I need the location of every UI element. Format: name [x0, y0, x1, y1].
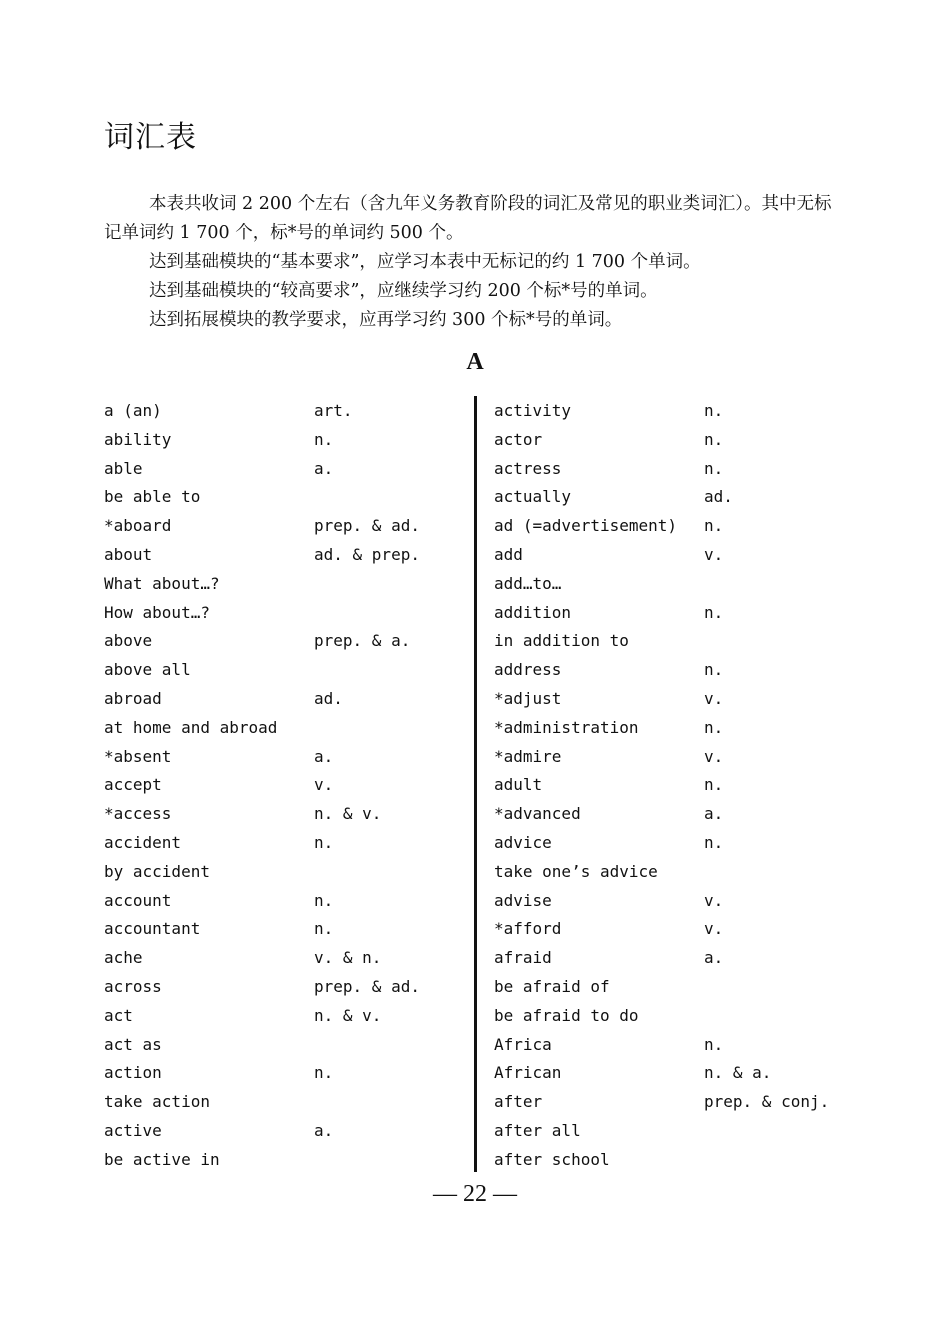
vocab-word: be active in	[104, 1149, 220, 1169]
vocab-entry	[104, 1088, 464, 1117]
vocab-part-of-speech: n.	[314, 429, 334, 449]
vocab-entry	[104, 887, 464, 916]
vocab-entry	[104, 771, 464, 800]
vocab-word: act	[104, 1005, 133, 1025]
vocab-part-of-speech: n. & v.	[314, 1005, 382, 1025]
intro-paragraph: 达到基础模块的“较高要求”，应继续学习约 200 个标*号的单词。	[149, 281, 658, 301]
vocab-word: ache	[104, 948, 143, 968]
vocab-entry	[494, 1088, 854, 1117]
vocab-part-of-speech: v.	[704, 544, 724, 564]
vocab-part-of-speech: a.	[314, 746, 334, 766]
vocab-word: Africa	[494, 1034, 552, 1054]
vocab-entry	[104, 858, 464, 887]
vocab-word: *adjust	[494, 688, 562, 708]
vocab-word: act as	[104, 1034, 162, 1054]
vocab-entry	[104, 1031, 464, 1060]
vocab-part-of-speech: n.	[704, 660, 724, 680]
vocab-entry	[494, 512, 854, 541]
vocab-word: after school	[494, 1149, 610, 1169]
vocab-word: above all	[104, 660, 191, 680]
vocab-word: *admire	[494, 746, 562, 766]
vocab-word: active	[104, 1120, 162, 1140]
vocab-entry	[104, 714, 464, 743]
vocab-word: be afraid to do	[494, 1005, 639, 1025]
vocab-entry	[104, 627, 464, 656]
vocab-word: after all	[494, 1120, 581, 1140]
vocab-entry	[494, 570, 854, 599]
vocab-word: a (an)	[104, 401, 162, 420]
vocab-part-of-speech: ad.	[704, 487, 733, 507]
vocab-word: abroad	[104, 688, 162, 708]
vocab-part-of-speech: prep. & ad.	[314, 516, 420, 536]
vocab-word: be able to	[104, 487, 201, 507]
vocab-word: in addition to	[494, 631, 629, 651]
vocab-part-of-speech: n.	[704, 717, 724, 737]
vocab-part-of-speech: n.	[704, 429, 724, 449]
vocab-entry	[104, 397, 464, 426]
column-divider	[474, 396, 477, 1172]
vocab-word: addition	[494, 602, 572, 622]
vocab-part-of-speech: n.	[704, 458, 724, 478]
vocab-entry	[494, 1031, 854, 1060]
vocab-word: take one’s advice	[494, 861, 658, 881]
vocab-entry	[494, 426, 854, 455]
intro-paragraph: 达到基础模块的“基本要求”，应学习本表中无标记的约 1 700 个单词。	[149, 252, 701, 272]
vocab-part-of-speech: a.	[704, 804, 724, 824]
vocab-word: add	[494, 544, 523, 564]
vocab-entry	[494, 829, 854, 858]
intro-paragraph: 本表共收词 2 200 个左右（含九年义务教育阶段的词汇及常见的职业类词汇）。其中无标记单词约 1 700 个，标*号的单词约 500 个。	[104, 194, 832, 243]
vocab-entry	[104, 455, 464, 484]
vocab-entry	[494, 627, 854, 656]
vocab-word: above	[104, 631, 153, 651]
vocab-entry	[104, 512, 464, 541]
vocab-entry	[494, 1059, 854, 1088]
vocab-entry	[494, 397, 854, 426]
vocab-entry	[494, 685, 854, 714]
vocab-word: afraid	[494, 948, 552, 968]
intro-paragraph: 达到拓展模块的教学要求，应再学习约 300 个标*号的单词。	[149, 310, 623, 330]
vocab-entry	[494, 656, 854, 685]
vocab-entry	[494, 743, 854, 772]
vocab-word: *access	[104, 804, 172, 824]
vocab-part-of-speech: n.	[704, 832, 724, 852]
vocab-word: What about…?	[104, 573, 220, 593]
vocab-entry	[104, 915, 464, 944]
vocab-word: at home and abroad	[104, 717, 278, 737]
vocab-word: accept	[104, 775, 162, 795]
vocab-word: address	[494, 660, 562, 680]
vocab-part-of-speech: n.	[314, 832, 334, 852]
vocab-entry	[104, 973, 464, 1002]
vocab-word: *absent	[104, 746, 172, 766]
vocab-entry	[104, 829, 464, 858]
vocab-word: *afford	[494, 919, 562, 939]
vocab-word: *administration	[494, 717, 639, 737]
vocab-entry	[104, 656, 464, 685]
vocab-word: accountant	[104, 919, 201, 939]
vocab-entry	[104, 541, 464, 570]
vocab-word: activity	[494, 401, 572, 420]
vocab-word: ad (=advertisement)	[494, 516, 678, 536]
vocab-word: across	[104, 976, 162, 996]
vocab-entry	[494, 714, 854, 743]
vocab-entry	[494, 1002, 854, 1031]
vocab-entry	[494, 483, 854, 512]
vocab-word: actually	[494, 487, 572, 507]
vocab-entry	[104, 1146, 464, 1175]
vocab-entry	[494, 800, 854, 829]
vocab-word: accident	[104, 832, 182, 852]
vocab-part-of-speech: v. & n.	[314, 948, 382, 968]
vocab-part-of-speech: n. & v.	[314, 804, 382, 824]
vocab-entry	[494, 973, 854, 1002]
vocab-word: *advanced	[494, 804, 581, 824]
vocab-part-of-speech: n.	[314, 1063, 334, 1083]
vocab-part-of-speech: v.	[704, 919, 724, 939]
vocab-entry	[104, 685, 464, 714]
vocab-entry	[494, 1146, 854, 1175]
vocab-part-of-speech: n.	[704, 775, 724, 795]
vocab-entry	[494, 541, 854, 570]
vocab-entry	[104, 570, 464, 599]
vocab-column-right	[494, 397, 854, 1175]
vocab-part-of-speech: prep. & ad.	[314, 976, 420, 996]
vocab-part-of-speech: v.	[704, 688, 724, 708]
vocab-word: actress	[494, 458, 562, 478]
vocab-part-of-speech: prep. & conj.	[704, 1092, 830, 1112]
vocab-part-of-speech: art.	[314, 401, 353, 420]
vocab-entry	[494, 771, 854, 800]
vocab-word: account	[104, 890, 172, 910]
vocab-word: action	[104, 1063, 162, 1083]
vocab-word: advise	[494, 890, 552, 910]
vocab-part-of-speech: ad. & prep.	[314, 544, 420, 564]
vocab-word: advice	[494, 832, 552, 852]
vocab-word: How about…?	[104, 602, 210, 622]
vocab-entry	[494, 887, 854, 916]
vocab-part-of-speech: v.	[704, 890, 724, 910]
vocab-entry	[104, 483, 464, 512]
vocab-entry	[104, 1117, 464, 1146]
vocab-word: take action	[104, 1092, 210, 1112]
vocab-entry	[104, 426, 464, 455]
vocab-entry	[104, 944, 464, 973]
vocab-part-of-speech: a.	[314, 1120, 334, 1140]
vocab-part-of-speech: v.	[704, 746, 724, 766]
vocab-entry	[104, 800, 464, 829]
intro-text	[104, 190, 844, 335]
vocab-part-of-speech: v.	[314, 775, 334, 795]
vocab-part-of-speech: n.	[704, 602, 724, 622]
vocab-word: add…to…	[494, 573, 562, 593]
vocab-word: adult	[494, 775, 543, 795]
vocab-word: actor	[494, 429, 543, 449]
vocab-word: about	[104, 544, 153, 564]
vocab-entry	[104, 599, 464, 628]
vocab-part-of-speech: n.	[704, 401, 724, 420]
vocab-word: by accident	[104, 861, 210, 881]
vocab-part-of-speech: a.	[704, 948, 724, 968]
vocab-word: ability	[104, 429, 172, 449]
vocab-entry	[104, 1059, 464, 1088]
vocab-part-of-speech: n.	[704, 1034, 724, 1054]
vocab-word: after	[494, 1092, 543, 1112]
vocab-entry	[104, 743, 464, 772]
page-title: 词汇表	[104, 120, 197, 155]
vocab-entry	[494, 455, 854, 484]
vocab-entry	[494, 1117, 854, 1146]
vocab-entry	[494, 915, 854, 944]
section-letter: A	[466, 349, 484, 375]
vocab-entry	[104, 1002, 464, 1031]
vocab-word: be afraid of	[494, 976, 610, 996]
vocab-word: *aboard	[104, 516, 172, 536]
vocab-entry	[494, 599, 854, 628]
vocab-part-of-speech: n.	[314, 919, 334, 939]
vocab-part-of-speech: n.	[704, 516, 724, 536]
vocab-part-of-speech: ad.	[314, 688, 343, 708]
vocab-part-of-speech: n. & a.	[704, 1063, 772, 1083]
vocab-column-left	[104, 397, 464, 1175]
vocab-entry	[494, 858, 854, 887]
vocab-part-of-speech: n.	[314, 890, 334, 910]
page-number: — 22 —	[433, 1181, 517, 1207]
vocab-part-of-speech: a.	[314, 458, 334, 478]
vocab-part-of-speech: prep. & a.	[314, 631, 411, 651]
vocab-word: African	[494, 1063, 562, 1083]
vocab-word: able	[104, 458, 143, 478]
vocab-entry	[494, 944, 854, 973]
